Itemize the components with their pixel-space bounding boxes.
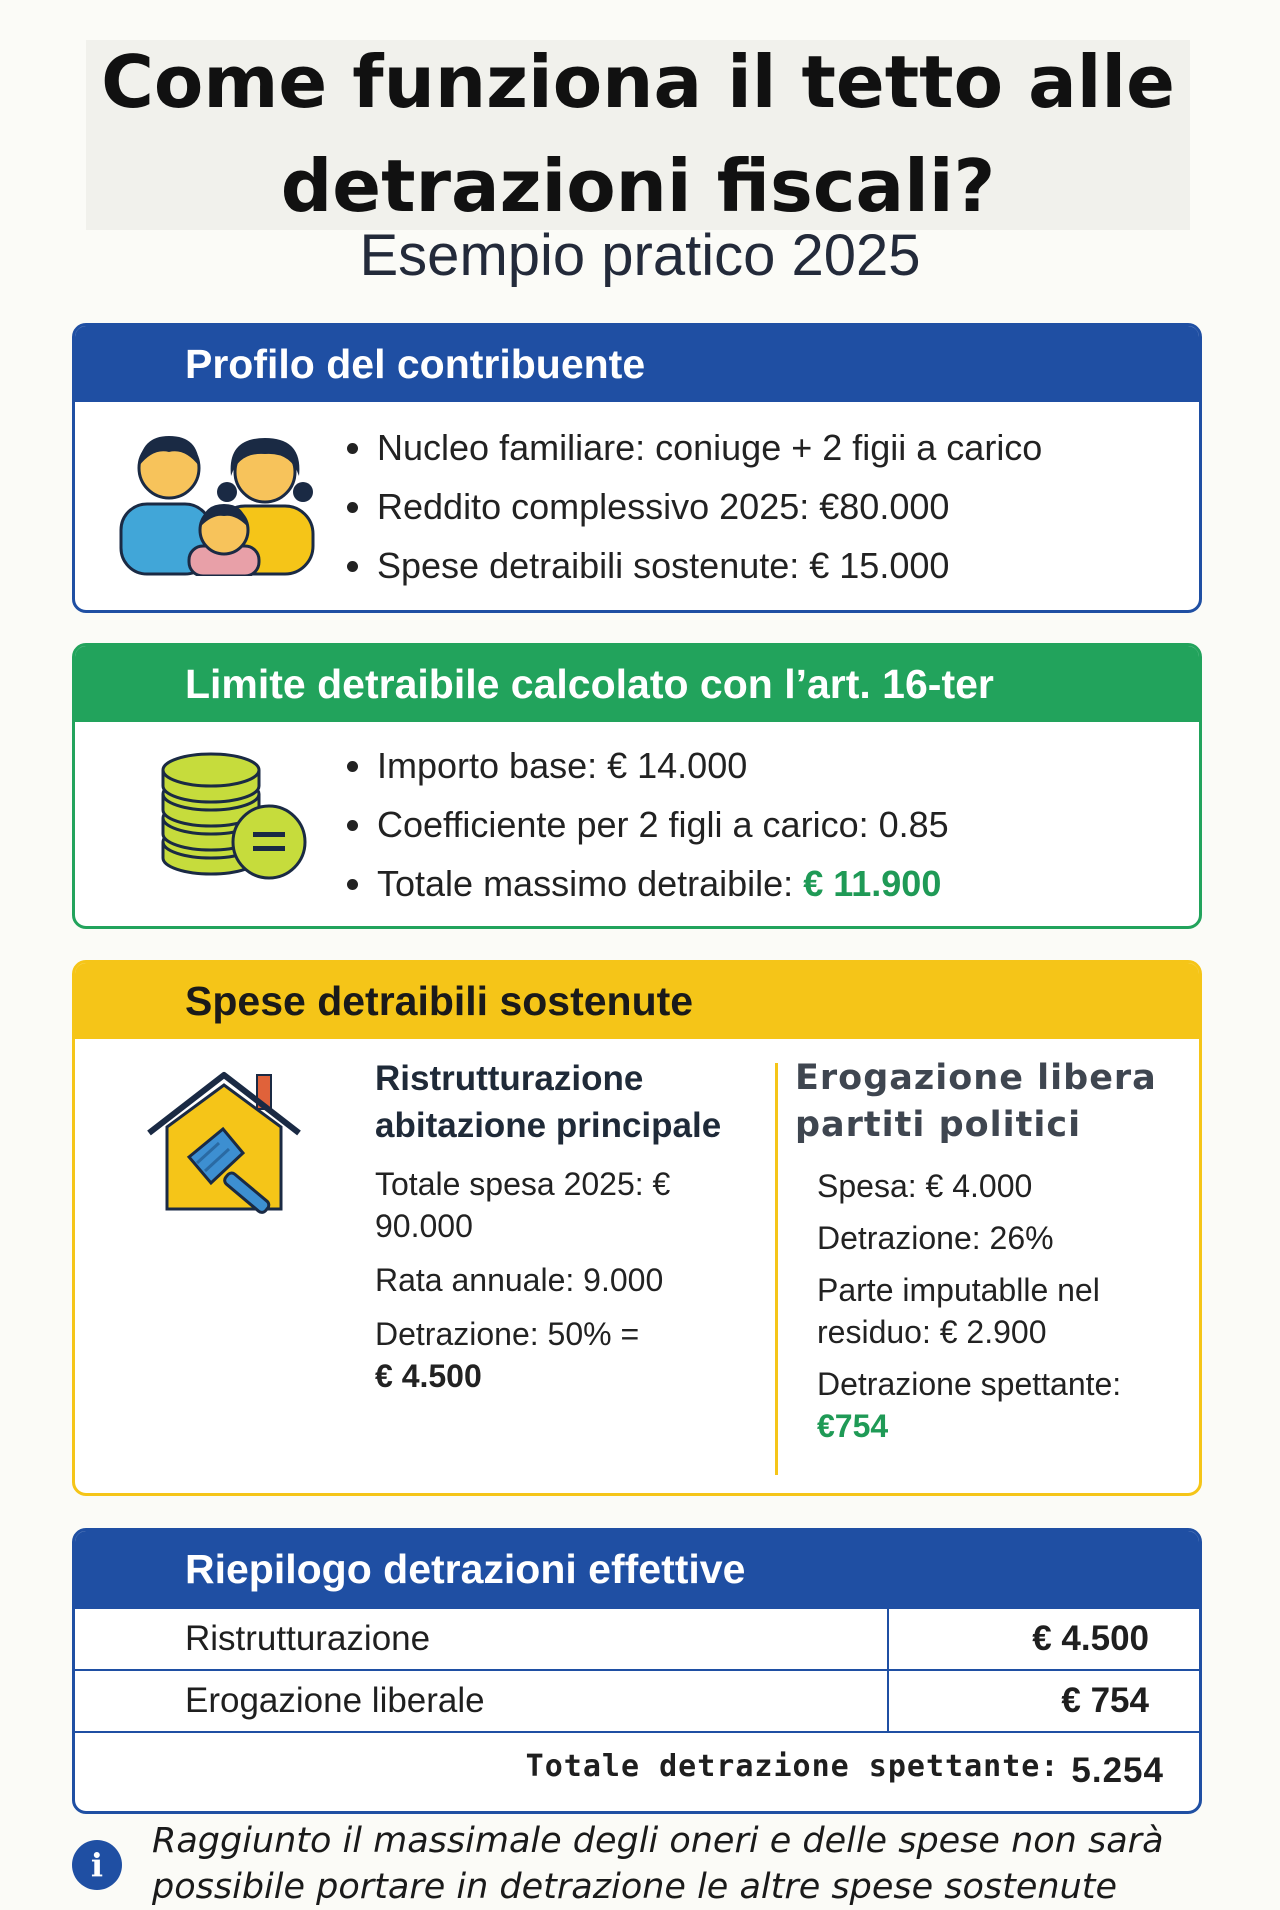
renovation-title: Ristrutturazione abitazione principale (375, 1059, 722, 1145)
expenses-card (72, 960, 1202, 1496)
limit-heading: Limite detraibile calcolato con l’art. 16-ter (75, 646, 1199, 722)
summary-table (75, 1607, 1199, 1731)
renovation-deduction-label: Detrazione: 50% = (375, 1316, 640, 1352)
profile-card (72, 323, 1202, 613)
summary-card (72, 1528, 1202, 1814)
donation-due-label: Detrazione spettante: (817, 1366, 1122, 1402)
summary-label: Ristrutturazione (75, 1608, 888, 1670)
limit-list (345, 736, 949, 913)
renovation-total: Totale spesa 2025: € 90.000 (375, 1166, 671, 1244)
table-row (75, 1608, 1199, 1670)
footer-note: Raggiunto il massimale degli oneri e delle spese non sarà possibile portare in detrazione le altre spese sostenute (152, 1821, 1164, 1907)
info-icon: i (72, 1840, 122, 1890)
renovation-rate: Rata annuale: 9.000 (375, 1262, 664, 1298)
summary-heading: Riepilogo detrazioni effettive (75, 1531, 1199, 1607)
summary-total-value: 5.254 (1071, 1751, 1164, 1790)
total-max-value: € 11.900 (803, 863, 942, 904)
table-row (75, 1670, 1199, 1731)
donation-residual: Parte imputablle nel residuo: € 2.900 (817, 1272, 1100, 1350)
profile-list (345, 418, 1042, 595)
column-divider (775, 1063, 778, 1475)
list-item (345, 854, 949, 913)
summary-value: € 754 (888, 1670, 1199, 1731)
renovation-column (375, 1055, 775, 1397)
page-subtitle: Esempio pratico 2025 (359, 223, 921, 288)
summary-value: € 4.500 (888, 1608, 1199, 1670)
page-title: Come funziona il tetto alle detrazioni fiscali? (101, 40, 1175, 228)
summary-label: Erogazione liberale (75, 1670, 888, 1731)
family-icon (119, 426, 315, 576)
donation-deduction: Detrazione: 26% (817, 1220, 1054, 1256)
summary-total-row (75, 1731, 1199, 1799)
list-item: Nucleo familiare: coniuge + 2 figii a carico (345, 418, 1042, 477)
donation-due (817, 1363, 1195, 1447)
donation-column (795, 1055, 1195, 1447)
summary-total-label: Totale detrazione spettante: (525, 1748, 1060, 1784)
list-item: Importo base: € 14.000 (345, 736, 949, 795)
donation-spend: Spesa: € 4.000 (817, 1168, 1033, 1204)
renovation-deduction-value: € 4.500 (375, 1358, 482, 1394)
list-item: Coefficiente per 2 figli a carico: 0.85 (345, 795, 949, 854)
coins-equals-icon (159, 746, 309, 886)
expenses-heading: Spese detraibili sostenute (75, 963, 1199, 1039)
limit-card (72, 643, 1202, 929)
donation-title: Erogazione libera partiti politici (795, 1058, 1157, 1145)
house-renovation-icon (139, 1067, 309, 1217)
list-item: Reddito complessivo 2025: €80.000 (345, 477, 1042, 536)
donation-due-value: €754 (817, 1408, 889, 1444)
total-max-label: Totale massimo detraibile: (377, 863, 794, 904)
list-item: Spese detraibili sostenute: € 15.000 (345, 536, 1042, 595)
profile-heading: Profilo del contribuente (75, 326, 1199, 402)
